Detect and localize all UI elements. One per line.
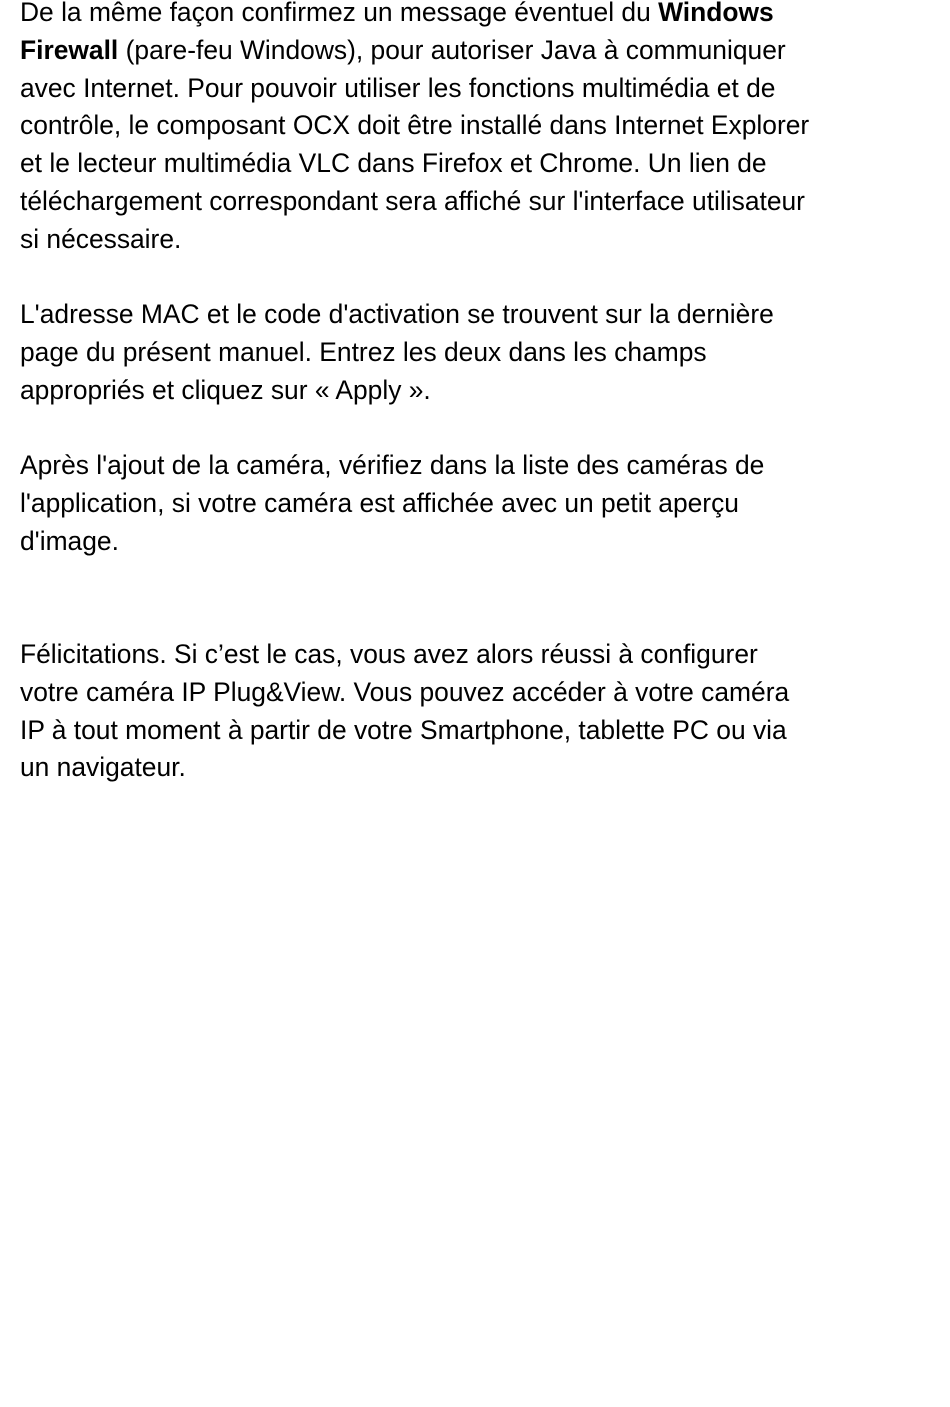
- text-line: [20, 32, 930, 70]
- text-line: page du présent manuel. Entrez les deux dans les champs: [20, 336, 707, 367]
- text-line: contrôle, le composant OCX doit être installé dans Internet Explorer: [20, 110, 810, 141]
- text-line: Après l'ajout de la caméra, vérifiez dans la liste des caméras de: [20, 450, 765, 480]
- text-line: Félicitations. Si c’est le cas, vous avez alors réussi à configurer: [20, 639, 758, 669]
- text-line: un navigateur.: [20, 752, 186, 783]
- paragraph-congratulations: [20, 636, 930, 787]
- text-line: appropriés et cliquez sur « Apply ».: [20, 374, 431, 405]
- paragraph-camera-list: [20, 447, 930, 560]
- text-line: téléchargement correspondant sera affiché sur l'interface utilisateur: [20, 185, 805, 216]
- text-line: IP à tout moment à partir de votre Smartphone, tablette PC ou via: [20, 714, 787, 745]
- text-line: l'application, si votre caméra est affichée avec un petit aperçu: [20, 487, 739, 518]
- text-line: avec Internet. Pour pouvoir utiliser les fonctions multimédia et de: [20, 72, 776, 103]
- text-run: (pare-feu Windows), pour autoriser Java à communiquer: [118, 34, 786, 65]
- text-line: [20, 0, 930, 32]
- text-line: et le lecteur multimédia VLC dans Firefox et Chrome. Un lien de: [20, 148, 767, 179]
- text-line: si nécessaire.: [20, 223, 182, 254]
- text-line: L'adresse MAC et le code d'activation se trouvent sur la dernière: [20, 299, 774, 329]
- paragraph-mac-activation: [20, 296, 930, 409]
- text-line: d'image.: [20, 525, 119, 556]
- bold-term-windows: Windows: [658, 0, 774, 27]
- paragraph-firewall-java: [20, 0, 930, 259]
- bold-term-firewall: Firewall: [20, 34, 119, 65]
- text-line: votre caméra IP Plug&View. Vous pouvez accéder à votre caméra: [20, 676, 790, 707]
- text-run: De la même façon confirmez un message éventuel du: [20, 0, 659, 27]
